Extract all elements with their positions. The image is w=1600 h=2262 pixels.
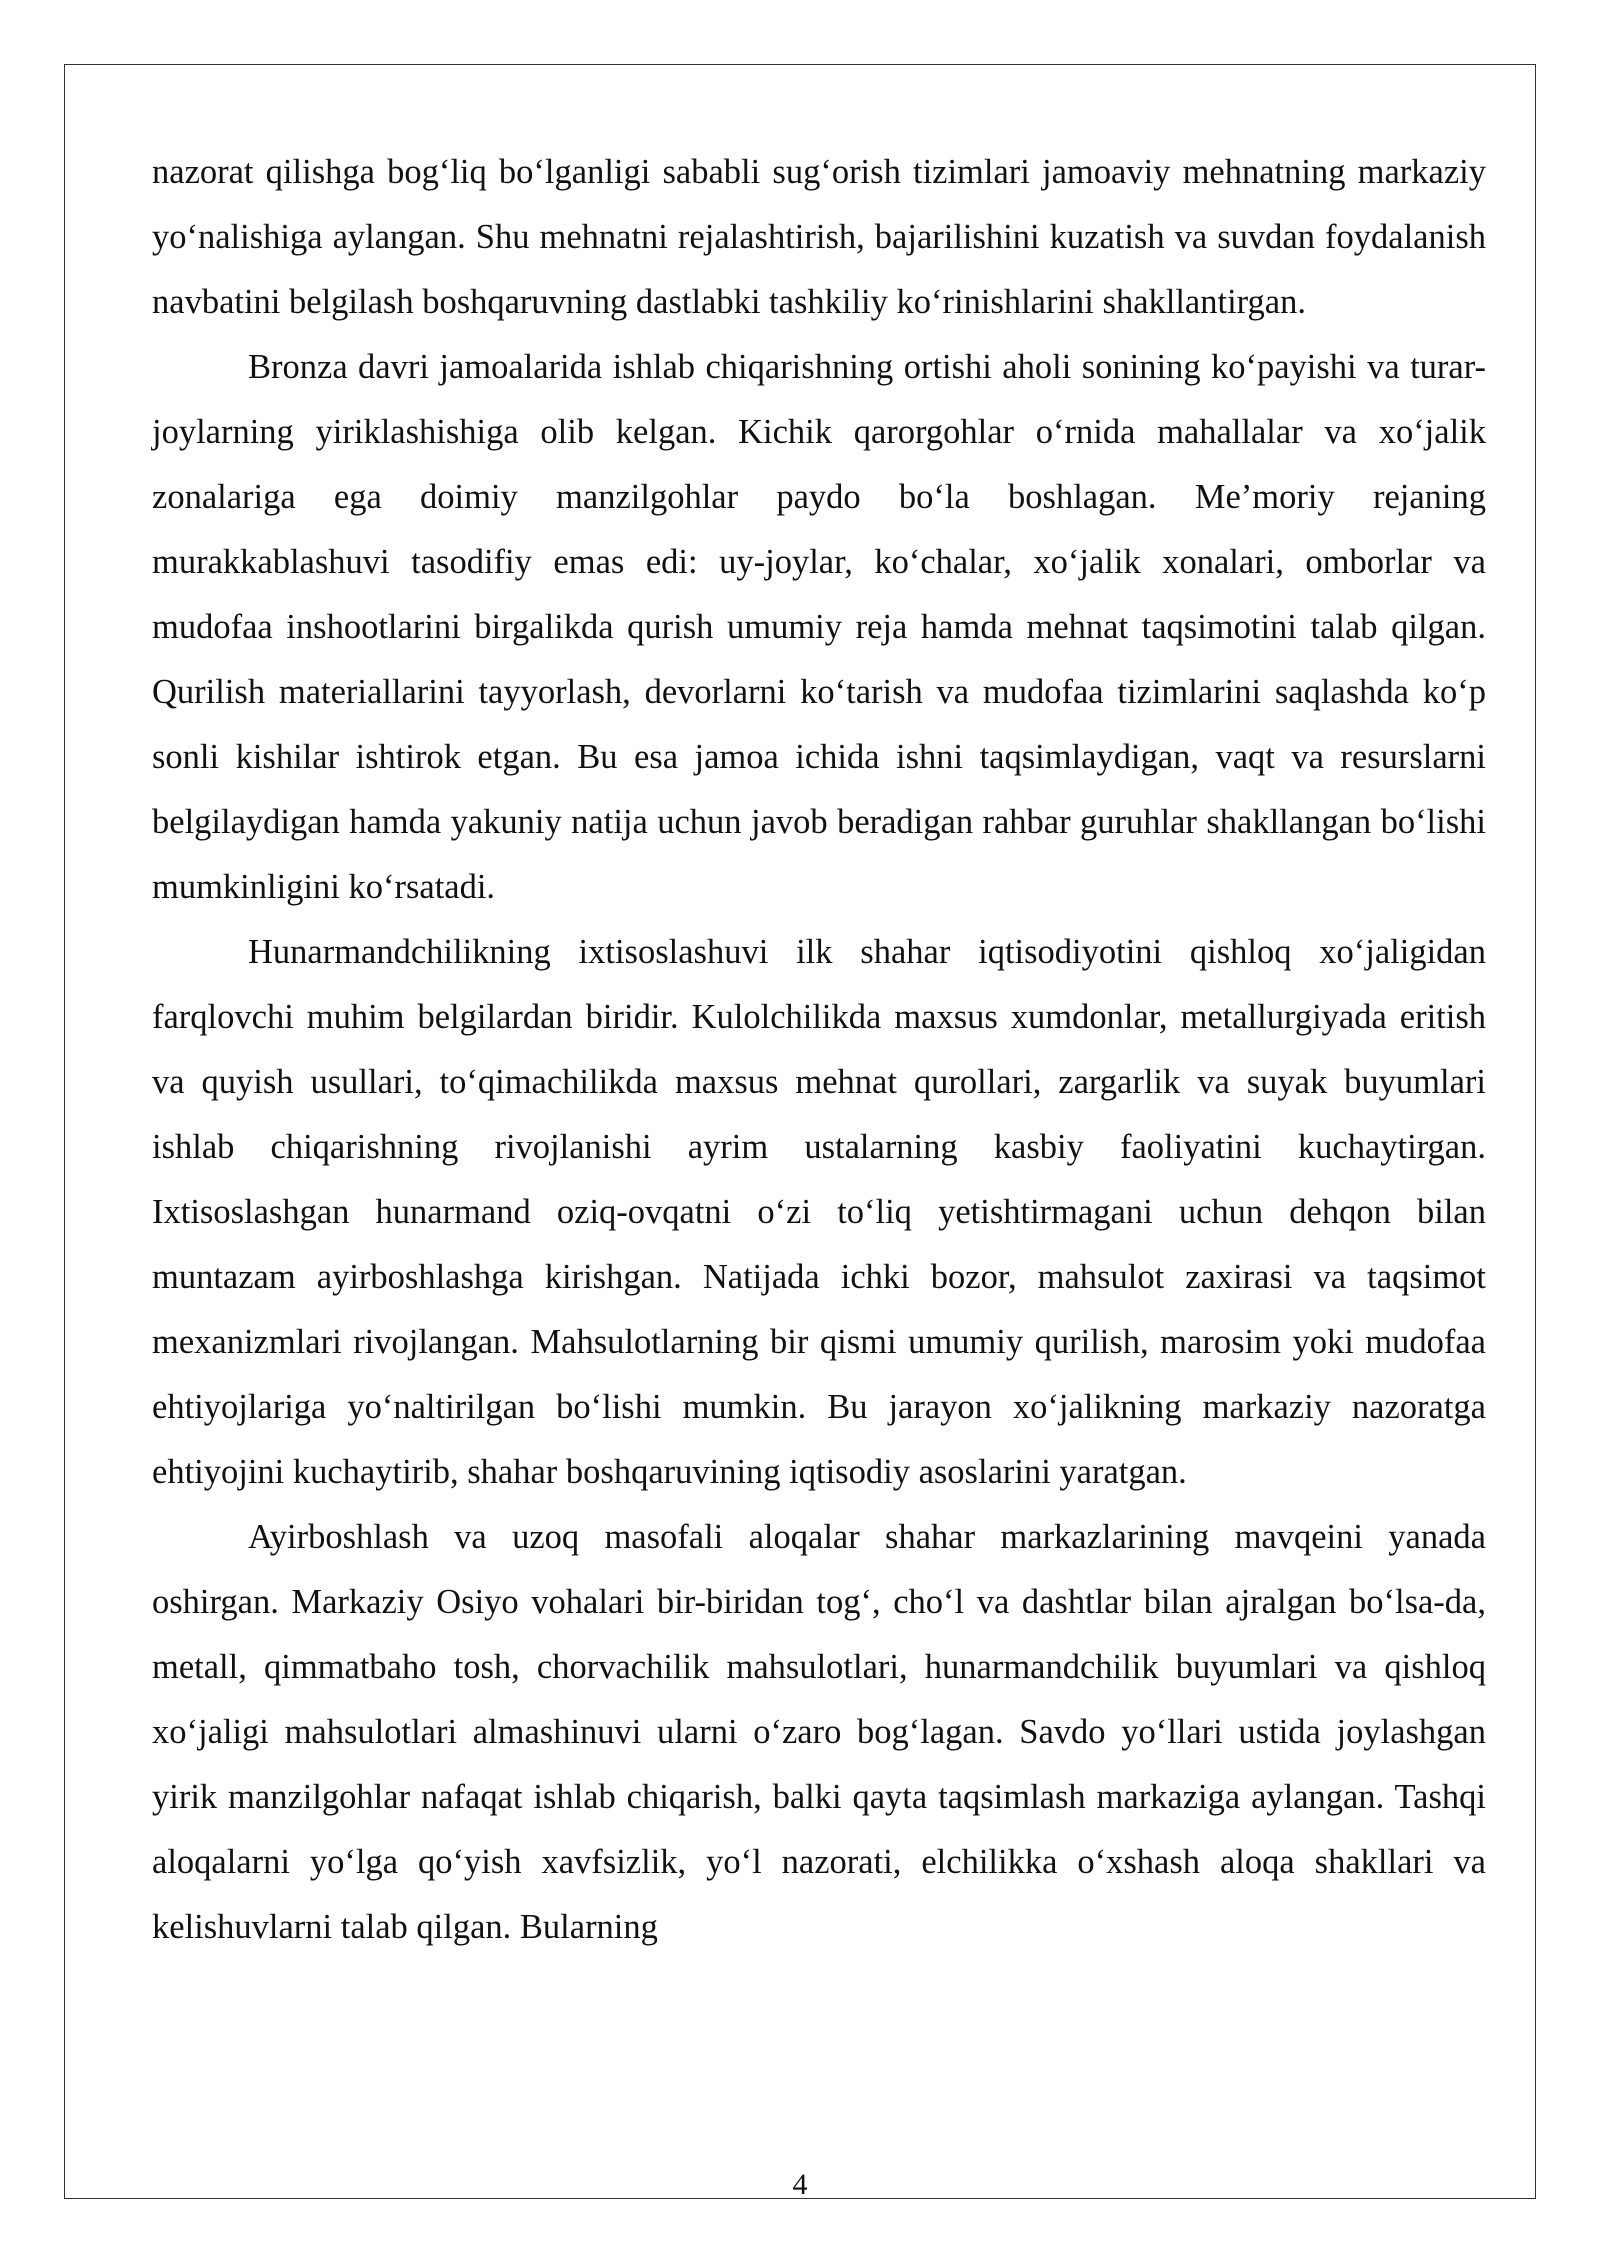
page-number: 4 [792, 2168, 808, 2201]
document-body [152, 140, 1486, 1960]
paragraph-1: nazorat qilishga bog‘liq bo‘lganligi sababli sug‘orish tizimlari jamoaviy mehnatning markaziy yo‘nalishiga aylangan. Shu mehnatni rejalashtirish, bajarilishini kuzatish va suvdan foydalanish navbatini belgilash boshqaruvning dastlabki tashkiliy ko‘rinishlarini shakllantirgan. [152, 153, 1486, 321]
paragraph-2: Bronza davri jamoalarida ishlab chiqarishning ortishi aholi sonining ko‘payishi va turar-joylarning yiriklashishiga olib kelgan. Kichik qarorgohlar o‘rnida mahallalar va xo‘jalik zonalariga ega doimiy manzilgohlar paydo bo‘la boshlagan. Me’moriy rejaning murakkablashuvi tasodifiy emas edi: uy-joylar, ko‘chalar, xo‘jalik xonalari, omborlar va mudofaa inshootlarini birgalikda qurish umumiy reja hamda mehnat taqsimotini talab qilgan. Qurilish materiallarini tayyorlash, devorlarni ko‘tarish va mudofaa tizimlarini saqlashda ko‘p sonli kishilar ishtirok etgan. Bu esa jamoa ichida ishni taqsimlaydigan, vaqt va resurslarni belgilaydigan hamda yakuniy natija uchun javob beradigan rahbar guruhlar shakllangan bo‘lishi mumkinligini ko‘rsatadi. [152, 348, 1486, 906]
paragraph-4: Ayirboshlash va uzoq masofali aloqalar shahar markazlarining mavqeini yanada oshirgan. Markaziy Osiyo vohalari bir-biridan tog‘, cho‘l va dashtlar bilan ajralgan bo‘lsa-da, metall, qimmatbaho tosh, chorvachilik mahsulotlari, hunarmandchilik buyumlari va qishloq xo‘jaligi mahsulotlari almashinuvi ularni o‘zaro bog‘lagan. Savdo yo‘llari ustida joylashgan yirik manzilgohlar nafaqat ishlab chiqarish, balki qayta taqsimlash markaziga aylangan. Tashqi aloqalarni yo‘lga qo‘yish xavfsizlik, yo‘l nazorati, elchilikka o‘xshash aloqa shakllari va kelishuvlarni talab qilgan. Bularning [152, 1518, 1486, 1946]
paragraph-3: Hunarmandchilikning ixtisoslashuvi ilk shahar iqtisodiyotini qishloq xo‘jaligidan farqlovchi muhim belgilardan biridir. Kulolchilikda maxsus xumdonlar, metallurgiyada eritish va quyish usullari, to‘qimachilikda maxsus mehnat qurollari, zargarlik va suyak buyumlari ishlab chiqarishning rivojlanishi ayrim ustalarning kasbiy faoliyatini kuchaytirgan. Ixtisoslashgan hunarmand oziq-ovqatni o‘zi to‘liq yetishtirmagani uchun dehqon bilan muntazam ayirboshlashga kirishgan. Natijada ichki bozor, mahsulot zaxirasi va taqsimot mexanizmlari rivojlangan. Mahsulotlarning bir qismi umumiy qurilish, marosim yoki mudofaa ehtiyojlariga yo‘naltirilgan bo‘lishi mumkin. Bu jarayon xo‘jalikning markaziy nazoratga ehtiyojini kuchaytirib, shahar boshqaruvining iqtisodiy asoslarini yaratgan. [152, 933, 1486, 1491]
